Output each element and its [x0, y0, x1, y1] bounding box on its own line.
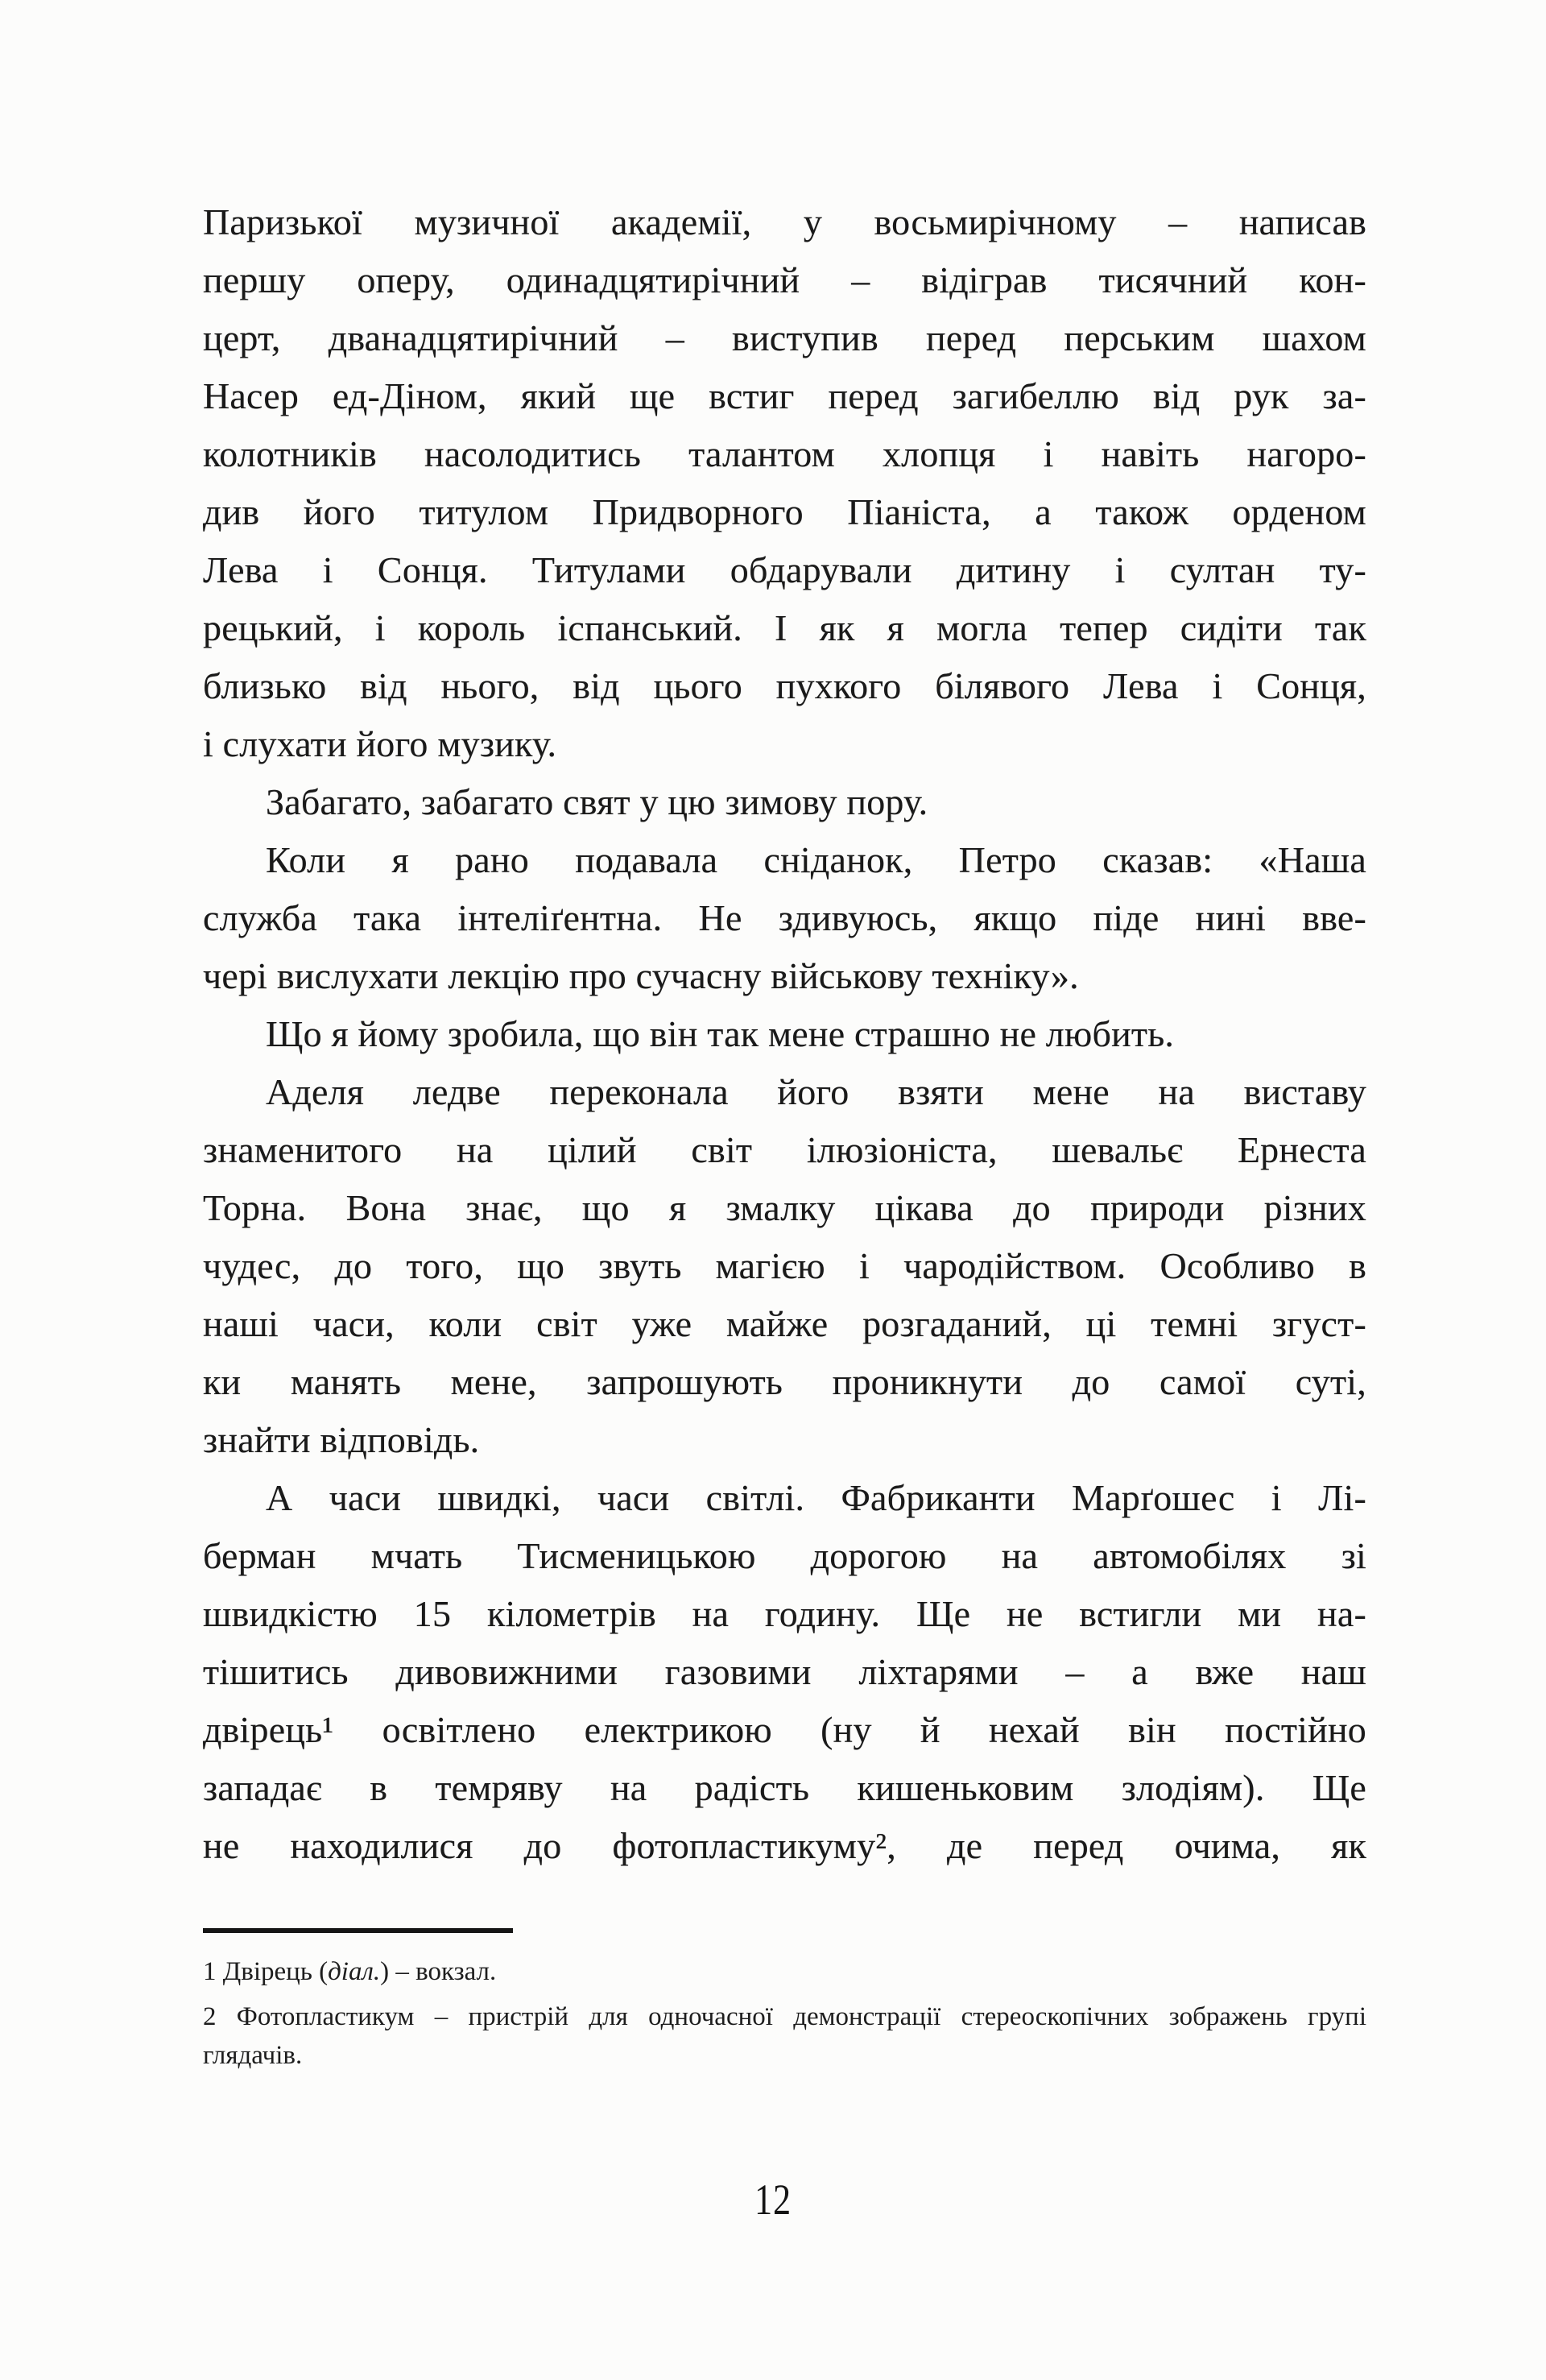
footnote-1-italic-term: діал.: [328, 1957, 381, 1986]
text-line: Насер ед-Діном, який ще встиг перед загибеллю від рук за-: [203, 375, 1366, 416]
text-line: Коли я рано подавала сніданок, Петро сказав: «Наша: [266, 839, 1366, 880]
footnote-1-suffix: ) – вокзал.: [380, 1957, 497, 1986]
footnote-2: [203, 1997, 1366, 2075]
text-line: чудес, до того, що звуть магією і чародійством. Особливо в: [203, 1245, 1366, 1286]
text-line: не находилися до фотопластикуму², де перед очима, як: [203, 1825, 1366, 1866]
text-line: наші часи, коли світ уже майже розгаданий, ці темні згуст-: [203, 1303, 1366, 1344]
text-line: Лева і Сонця. Титулами обдарували дитину і султан ту-: [203, 549, 1366, 590]
footnote-1-prefix: 1 Двірець (: [203, 1957, 329, 1986]
footnote-separator: [203, 1928, 513, 1933]
text-line: двірець¹ освітлено електрикою (ну й нехай він постійно: [203, 1709, 1366, 1750]
text-line: близько від нього, від цього пухкого білявого Лева і Сонця,: [203, 665, 1366, 706]
text-line: церт, дванадцятирічний – виступив перед перським шахом: [203, 317, 1366, 358]
text-line: А часи швидкі, часи світлі. Фабриканти Марґошес і Лі-: [266, 1477, 1366, 1518]
text-line: Аделя ледве переконала його взяти мене на виставу: [266, 1071, 1366, 1112]
footnote-2-line-2: глядачів.: [203, 2041, 303, 2070]
text-line: знайти відповідь.: [203, 1419, 480, 1460]
text-line: знаменитого на цілий світ ілюзіоніста, шевальє Ернеста: [203, 1129, 1366, 1170]
text-line: колотників насолодитись талантом хлопця і навіть нагоро-: [203, 433, 1366, 474]
text-line: тішитись дивовижними газовими ліхтарями – а вже наш: [203, 1651, 1366, 1692]
footnote-2-line-1: 2 Фотопластикум – пристрій для одночасної демонстрації стереоскопічних зображень групі: [203, 2002, 1366, 2031]
text-line: рецький, і король іспанський. І як я могла тепер сидіти так: [203, 607, 1366, 648]
text-line: і слухати його музику.: [203, 723, 557, 764]
text-line: див його титулом Придворного Піаніста, а також орденом: [203, 491, 1366, 532]
footnotes: [203, 1952, 1366, 2075]
text-line: швидкістю 15 кілометрів на годину. Ще не встигли ми на-: [203, 1593, 1366, 1634]
text-line: служба така інтеліґентна. Не здивуюсь, якщо піде нині вве-: [203, 897, 1366, 938]
text-line: Забагато, забагато свят у цю зимову пору.: [266, 781, 928, 822]
body-text: [203, 193, 1366, 2075]
text-line: Торна. Вона знає, що я змалку цікава до природи різних: [203, 1187, 1366, 1228]
text-line: першу оперу, одинадцятирічний – відіграв тисячний кон-: [203, 259, 1366, 300]
text-line: Паризької музичної академії, у восьмирічному – написав: [203, 201, 1366, 242]
text-line: берман мчать Тисменицькою дорогою на автомобілях зі: [203, 1535, 1366, 1576]
text-line: западає в темряву на радість кишеньковим злодіям). Ще: [203, 1767, 1366, 1808]
page-number: 12: [754, 2175, 792, 2224]
text-line: чері вислухати лекцію про сучасну військову техніку».: [203, 955, 1079, 996]
text-line: Що я йому зробила, що він так мене страшно не любить.: [266, 1013, 1175, 1054]
text-line: ки манять мене, запрошують проникнути до самої суті,: [203, 1361, 1366, 1402]
footnote-1: [203, 1952, 1366, 1991]
